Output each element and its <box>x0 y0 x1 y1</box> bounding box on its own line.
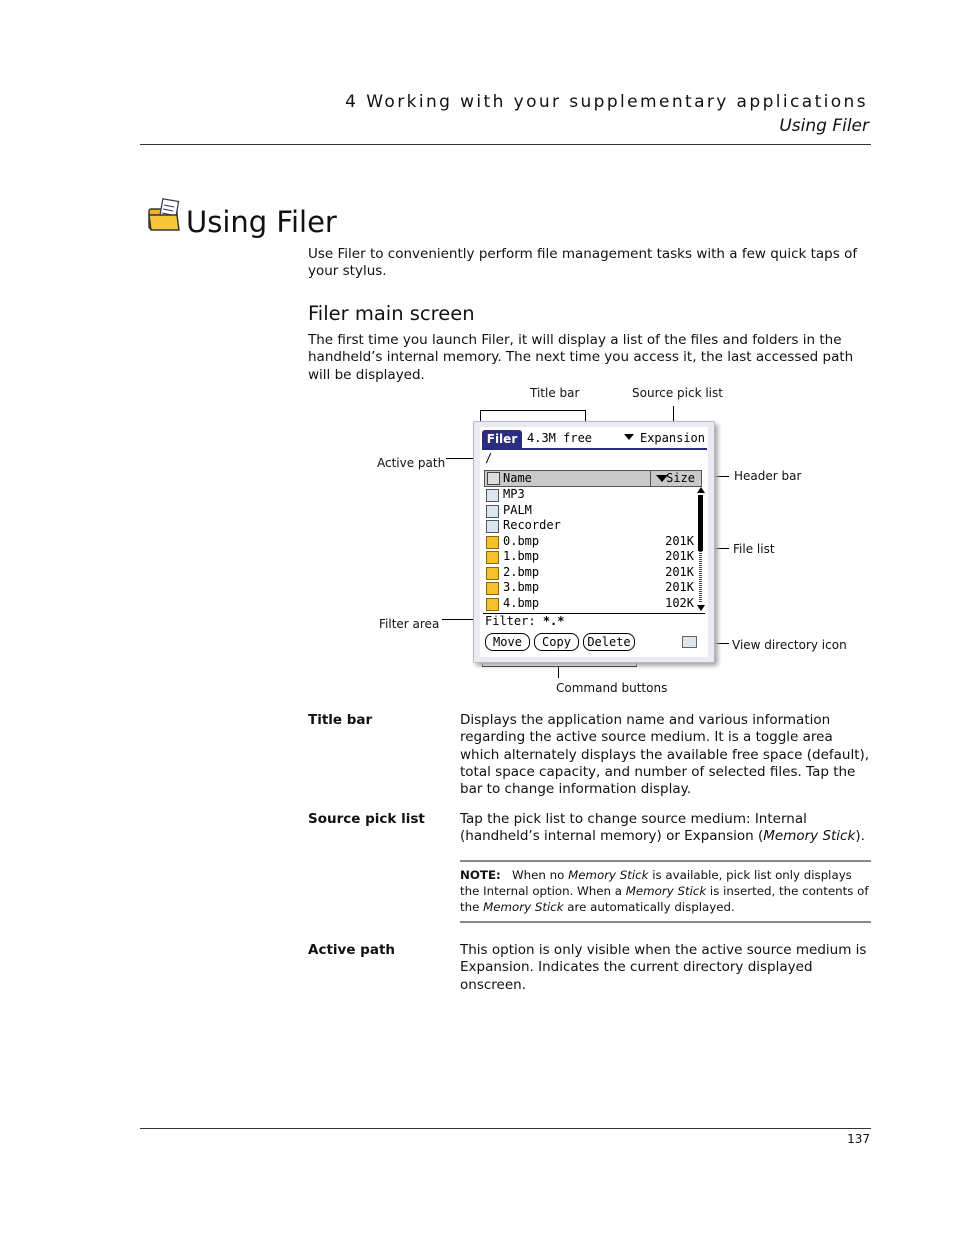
file-list-item[interactable] <box>484 503 694 519</box>
file-name: 1.bmp <box>503 549 540 563</box>
callout-command-buttons: Command buttons <box>556 681 668 695</box>
file-size: 201K <box>665 533 694 548</box>
subintro-paragraph: The first time you launch Filer, it will display a list of the files and folders in the handheld’s internal memory. The next time you access it, the last accessed path will be displayed. <box>308 332 854 383</box>
palm-screen <box>480 427 708 657</box>
scrollbar[interactable] <box>697 487 704 611</box>
size-column-header[interactable]: Size <box>666 471 695 485</box>
desc-source-pick-list: Tap the pick list to change source medium: Internal (handheld’s internal memory) or Expansion (Memory Stick). <box>460 811 865 845</box>
file-size: 201K <box>665 564 694 579</box>
file-name: Recorder <box>503 518 561 532</box>
callout-title-bar: Title bar <box>530 386 580 400</box>
source-value: Expansion <box>639 431 705 445</box>
callout-file-list: File list <box>733 542 775 556</box>
file-icon[interactable] <box>486 551 499 564</box>
file-list-item[interactable] <box>484 580 694 596</box>
active-path: / <box>485 451 493 465</box>
select-all-checkbox[interactable] <box>487 472 500 485</box>
name-column-header[interactable]: Name <box>503 471 532 485</box>
filter-area[interactable] <box>485 614 565 628</box>
section-header: Using Filer <box>779 116 869 136</box>
delete-button[interactable]: Delete <box>583 633 635 651</box>
file-list-item[interactable] <box>484 565 694 581</box>
callout-header-bar: Header bar <box>734 469 802 483</box>
scroll-thumb[interactable] <box>698 495 703 551</box>
filer-app-icon <box>146 198 182 234</box>
move-button[interactable]: Move <box>485 633 530 651</box>
desc-active-path: This option is only visible when the active source medium is Expansion. Indicates the current directory displayed onscreen. <box>460 942 867 993</box>
file-list-item[interactable] <box>484 549 694 565</box>
filter-value[interactable]: *.* <box>542 614 565 628</box>
file-icon[interactable] <box>486 567 499 580</box>
file-name: PALM <box>503 502 532 517</box>
file-name: 2.bmp <box>503 564 540 579</box>
intro-paragraph: Use Filer to conveniently perform file management tasks with a few quick taps of your stylus. <box>308 246 858 280</box>
file-icon[interactable] <box>486 582 499 595</box>
folder-icon[interactable] <box>486 489 499 502</box>
scroll-up-icon[interactable] <box>697 487 705 493</box>
chapter-header: 4 Working with your supplementary applications <box>345 92 868 112</box>
app-name-tab: Filer <box>482 430 522 448</box>
file-size: 102K <box>665 595 694 610</box>
file-list-item[interactable] <box>484 534 694 550</box>
file-name: 3.bmp <box>503 580 540 594</box>
file-name: MP3 <box>503 487 525 501</box>
title-bar[interactable] <box>482 430 707 450</box>
source-pick-list[interactable] <box>624 431 705 445</box>
footer-rule <box>140 1128 871 1129</box>
file-icon[interactable] <box>486 598 499 611</box>
file-list-item[interactable] <box>484 518 694 534</box>
file-icon[interactable] <box>486 536 499 549</box>
folder-icon[interactable] <box>486 520 499 533</box>
scroll-down-icon[interactable] <box>697 605 705 611</box>
file-size: 201K <box>665 549 694 563</box>
callout-active-path: Active path <box>377 456 446 470</box>
filter-label: Filter: <box>485 614 536 628</box>
callout-source-pick-list: Source pick list <box>632 386 723 400</box>
page-title: Using Filer <box>186 205 337 239</box>
file-list-item[interactable] <box>484 487 694 503</box>
note-label: NOTE: <box>460 868 501 882</box>
filer-screenshot <box>473 421 715 663</box>
file-name: 0.bmp <box>503 533 540 548</box>
desc-title-bar: Displays the application name and various information regarding the active source medium. It is a toggle area which alternately displays the available free space (default), total space capacity, and number of selected files. Tap the bar to change information display. <box>460 712 870 798</box>
term-active-path: Active path <box>308 942 396 958</box>
file-name: 4.bmp <box>503 595 540 610</box>
term-title-bar: Title bar <box>308 712 373 728</box>
note-box: NOTE: When no Memory Stick is available, pick list only displays the Internal option. When a Memory Stick is inserted, the contents of the Memory Stick are automatically displayed. <box>460 860 871 923</box>
callout-view-directory-icon: View directory icon <box>732 638 847 652</box>
column-separator <box>650 471 651 486</box>
header-bar[interactable] <box>484 470 702 487</box>
page-number: 137 <box>847 1132 870 1146</box>
view-directory-icon[interactable] <box>682 636 697 648</box>
callout-filter-area: Filter area <box>379 617 440 631</box>
file-list-item[interactable] <box>484 596 694 612</box>
free-space-info[interactable]: 4.3M free <box>527 431 593 445</box>
term-source-pick-list: Source pick list <box>308 811 425 827</box>
dropdown-arrow-icon <box>624 434 634 440</box>
file-size: 201K <box>665 580 694 594</box>
subheading: Filer main screen <box>308 302 475 325</box>
header-rule <box>140 144 871 145</box>
folder-icon[interactable] <box>486 505 499 518</box>
copy-button[interactable]: Copy <box>534 633 579 651</box>
